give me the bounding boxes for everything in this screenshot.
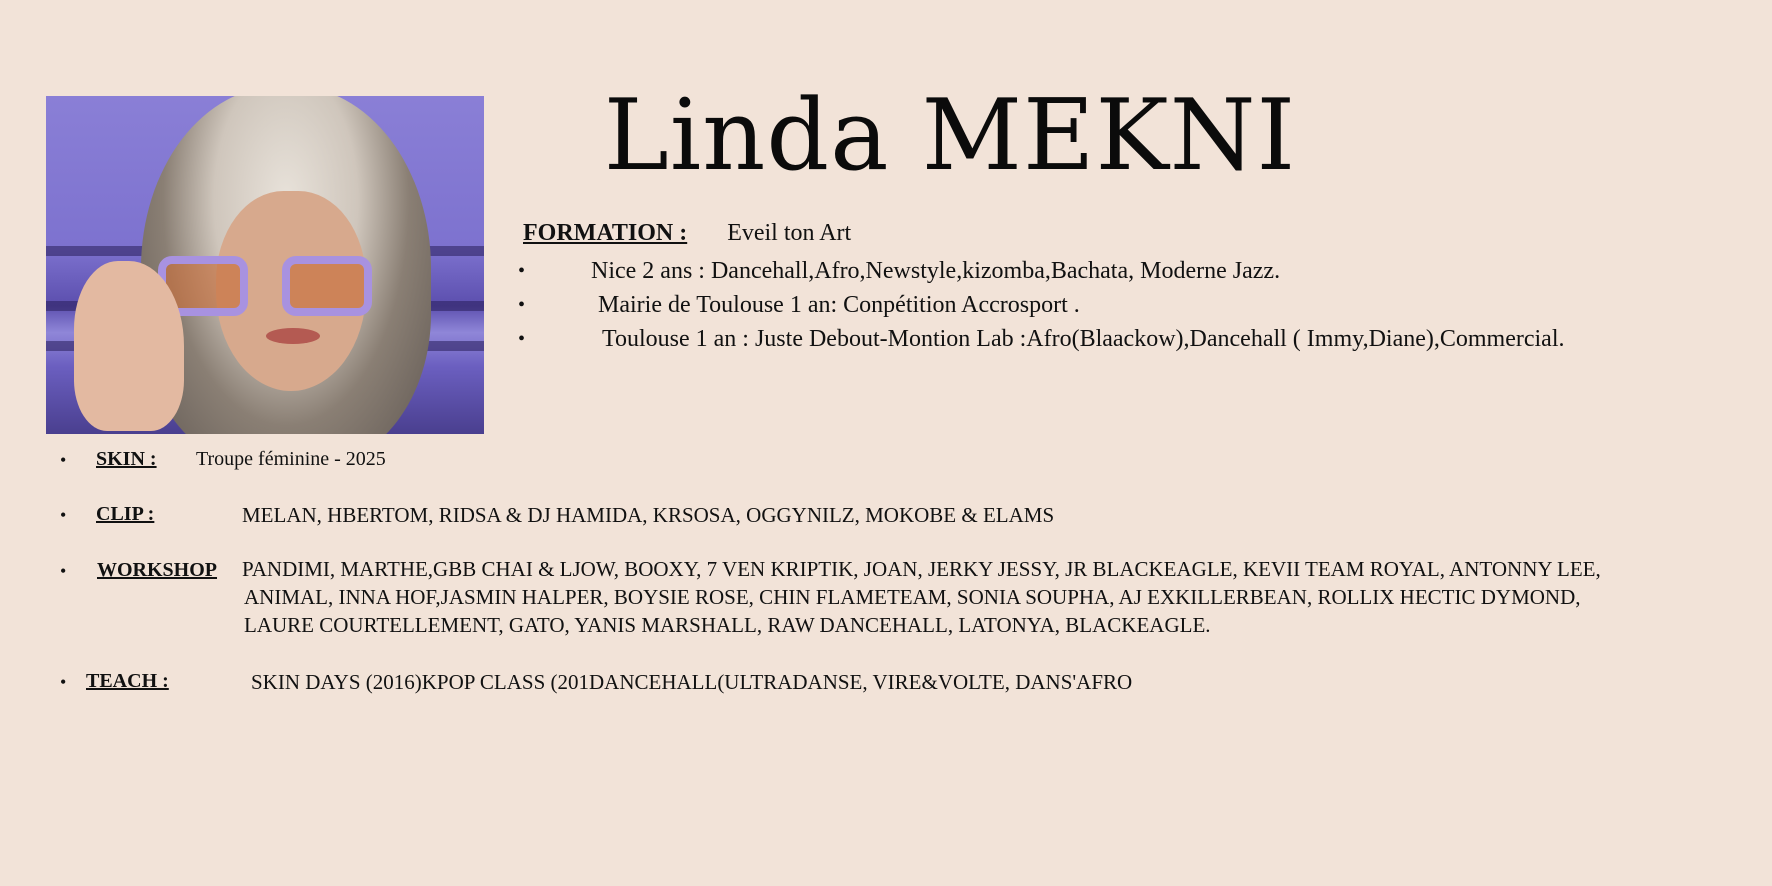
formation-list	[518, 254, 1565, 356]
photo-lips	[266, 328, 320, 344]
formation-value: Eveil ton Art	[727, 220, 852, 246]
profile-photo	[46, 96, 484, 434]
formation-item: • Mairie de Toulouse 1 an: Conpétition Accrosport .	[518, 288, 1565, 322]
workshop-label: WORKSHOP	[97, 559, 218, 581]
teach-label: TEACH :	[86, 670, 169, 692]
bullet: •	[60, 450, 67, 470]
formation-label: FORMATION :	[523, 220, 688, 246]
clip-value: MELAN, HBERTOM, RIDSA & DJ HAMIDA, KRSOSA, OGGYNILZ, MOKOBE & ELAMS	[242, 503, 1055, 527]
photo-sunglasses-right	[282, 256, 372, 316]
teach-value: SKIN DAYS (2016)KPOP CLASS (201DANCEHALL(ULTRADANSE, VIRE&VOLTE, DANS'AFRO	[251, 670, 1133, 694]
skin-value: Troupe féminine - 2025	[196, 448, 386, 470]
bullet: •	[60, 561, 67, 581]
formation-item: • Toulouse 1 an : Juste Debout-Montion Lab :Afro(Blaackow),Dancehall ( Immy,Diane),Commercial.	[518, 322, 1565, 356]
formation-item: • Nice 2 ans : Dancehall,Afro,Newstyle,kizomba,Bachata, Moderne Jazz.	[518, 254, 1565, 288]
workshop-line: ANIMAL, INNA HOF,JASMIN HALPER, BOYSIE ROSE, CHIN FLAMETEAM, SONIA SOUPHA, AJ EXKILLERBEAN, ROLLIX HECTIC DYMOND,	[244, 585, 1581, 609]
bullet: •	[60, 505, 67, 525]
workshop-line: LAURE COURTELLEMENT, GATO, YANIS MARSHALL, RAW DANCEHALL, LATONYA, BLACKEAGLE.	[244, 613, 1211, 637]
skin-label: SKIN :	[96, 448, 157, 470]
clip-label: CLIP :	[96, 503, 155, 525]
workshop-line: PANDIMI, MARTHE,GBB CHAI & LJOW, BOOXY, 7 VEN KRIPTIK, JOAN, JERKY JESSY, JR BLACKEAGLE, KEVII TEAM ROYAL, ANTONNY LEE,	[242, 557, 1601, 581]
page-title: Linda MEKNI	[603, 79, 1297, 193]
photo-hand	[74, 261, 184, 431]
workshop-names	[242, 555, 1601, 639]
bullet: •	[60, 672, 67, 692]
formation-heading	[523, 220, 851, 247]
